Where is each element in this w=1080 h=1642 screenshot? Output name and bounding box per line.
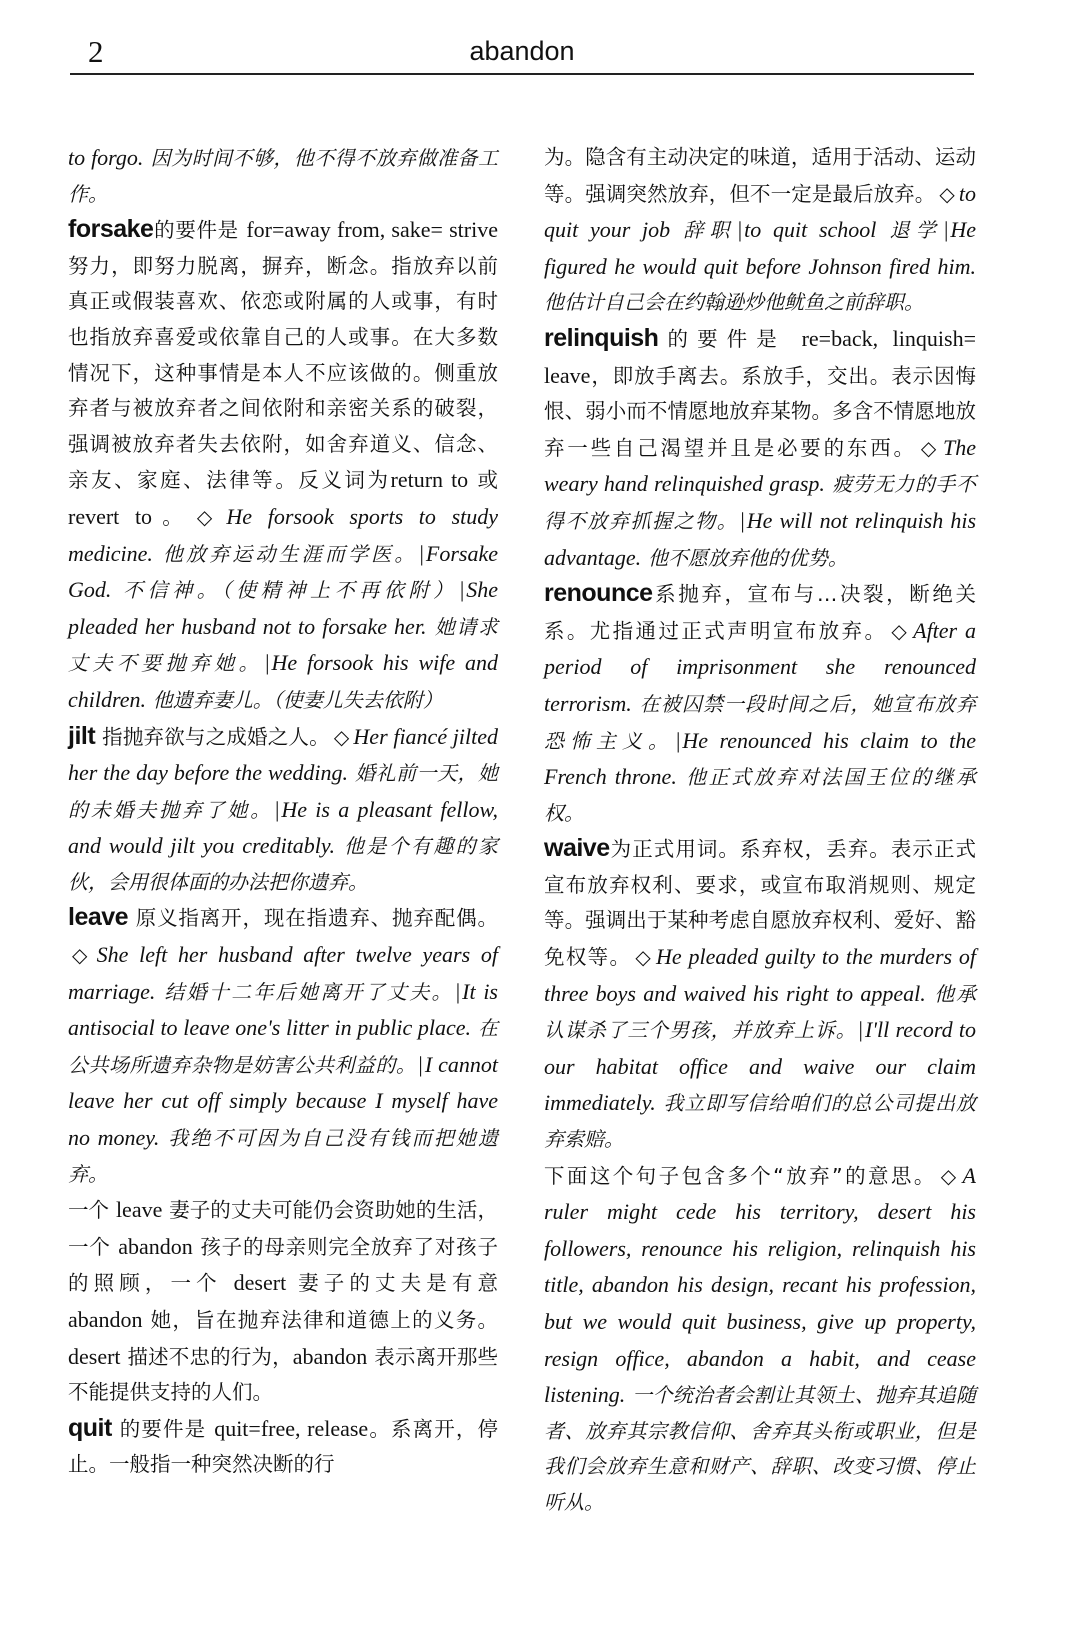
separator-bar: |	[419, 540, 424, 566]
separator-bar: |	[418, 1051, 423, 1077]
separator-bar: |	[459, 577, 465, 603]
entry-relinquish: relinquish的要件是 re=back, linquish= leave，即放手离去。系放手，交出。表示因悔恨、弱小而不情愿地放弃某物。多含不情愿地放弃一些自己渴望并且是必要的东西。 ◇ The weary hand relinquished grasp. 疲劳无力的手不得不放弃抓握之物。|He will not relinquish his advantage. 他不愿放弃他的优势。	[544, 323, 977, 570]
entry-forsake: forsake的要件是 for=away from, sake= strive 努力，即努力脱离，摒弃，断念。指放弃以前真正或假装喜欢、依恋或附属的人或事，有时也指放弃喜爱或依靠自己的人或事。在大多数情况下，这种事情是本人不应该做的。侧重放弃者与被放弃者之间依附和亲密关系的破裂，强调被放弃者失去依附，如舍弃道义、信念、亲友、家庭、法律等。反义词为return to 或 revert to。 ◇ He forsook sports to study medicine. 他放弃运动生涯而学医。|Forsake God. 不信神。（使精神上不再依附）|She pleaded her husband not to forsake her. 她请求丈夫不要抛弃她。|He forsook his wife and children. 他遗弃妻儿。（使妻儿失去依附）	[68, 215, 499, 712]
summary-paragraph: 下面这个句子包含多个“放弃”的意思。 ◇ A ruler might cede his territory, desert his followers, renounce his religion, relinquish his title, abandon his design, recant his profession, but we would quit business, give up property, resign office, abandon a habit, and cease listening. 一个统治者会割让其领土、抛弃其追随者、放弃其宗教信仰、舍弃其头衔或职业，但是我们会放弃生意和财产、辞职、改变习惯、停止听从。	[544, 1162, 977, 1514]
entry-quit: quit 的要件是 quit=free, release。系离开，停止。一般指一种突然决断的行	[68, 1413, 499, 1477]
page-header	[70, 28, 974, 72]
separator-bar: |	[858, 1017, 863, 1043]
separator-bar: |	[737, 217, 743, 243]
example-marker-icon: ◇	[939, 181, 955, 206]
headword-leave: leave	[68, 903, 129, 932]
entry-quit-continued: 为。隐含有主动决定的味道，适用于活动、运动等。强调突然放弃，但不一定是最后放弃。 ◇ to quit your job 辞职|to quit school 退学|He figured he would quit before Johnson fired him. 他估计自己会在约翰逊炒他鱿鱼之前辞职。	[544, 145, 977, 315]
headword-renounce: renounce	[544, 579, 653, 608]
entry-waive: waive为正式用词。系弃权，丢弃。表示正式宣布放弃权利、要求，或宣布取消规则、规定等。强调出于某种考虑自愿放弃权利、爱好、豁免权等。 ◇ He pleaded guilty to the murders of three boys and waived his right to appeal. 他承认谋杀了三个男孩，并放弃上诉。|I'll record to our habitat office and waive our claim immediately. 我立即写信给咱们的总公司提出放弃索赔。	[544, 834, 977, 1152]
page-number: 2	[88, 34, 104, 69]
right-column	[544, 140, 976, 1521]
left-column	[68, 140, 498, 1483]
entry-leave: leave 原义指离开，现在指遗弃、抛弃配偶。◇ She left her husband after twelve years of marriage. 结婚十二年后她离开了丈夫。|It is antisocial to leave one's litter in public place. 在公共场所遗弃杂物是妨害公共利益的。|I cannot leave her cut off simply because I myself have no money. 我绝不可因为自己没有钱而把她遗弃。	[68, 903, 499, 1186]
headword-relinquish: relinquish	[544, 323, 659, 352]
example-marker-icon: ◇	[891, 618, 910, 643]
entry-renounce: renounce系抛弃，宣布与…决裂，断绝关系。尤指通过正式声明宣布放弃。 ◇ After a period of imprisonment she renounced terrorism. 在被囚禁一段时间之后，她宣布放弃恐怖主义。|He renounced his claim to the French throne. 他正式放弃对法国王位的继承权。	[544, 579, 977, 825]
separator-bar: |	[455, 978, 461, 1004]
example-marker-icon: ◇	[940, 1163, 959, 1188]
separator-bar: |	[274, 796, 280, 822]
example-marker-icon: ◇	[72, 943, 93, 968]
entry-jilt: jilt 指抛弃欲与之成婚之人。 ◇ Her fiancé jilted her the day before the wedding. 婚礼前一天，她的未婚夫抛弃了她。|He is a pleasant fellow, and would jilt you creditably. 他是个有趣的家伙，会用很体面的办法把你遗弃。	[68, 721, 498, 894]
headword-jilt: jilt	[68, 721, 96, 750]
example-marker-icon: ◇	[920, 435, 939, 460]
example-marker-icon: ◇	[333, 724, 350, 749]
header-rule	[70, 73, 974, 75]
headword-forsake: forsake	[68, 215, 154, 244]
headword-waive: waive	[544, 834, 610, 863]
comparison-paragraph: 一个 leave 妻子的丈夫可能仍会资助她的生活，一个 abandon 孩子的母亲则完全放弃了对孩子的照顾，一个 desert 妻子的丈夫是有意 abandon 她，旨在抛弃法律和道德上的义务。desert 描述不忠的行为，abandon 表示离开那些不能提供支持的人们。	[68, 1197, 499, 1405]
headword-quit: quit	[68, 1413, 112, 1442]
entry-continuation: to forgo. 因为时间不够，他不得不放弃做准备工作。	[68, 145, 498, 206]
separator-bar: |	[675, 727, 681, 753]
separator-bar: |	[943, 217, 949, 243]
separator-bar: |	[265, 650, 270, 676]
running-head-word: abandon	[469, 36, 575, 66]
separator-bar: |	[740, 507, 745, 533]
example-marker-icon: ◇	[196, 504, 223, 529]
example-marker-icon: ◇	[635, 945, 653, 970]
